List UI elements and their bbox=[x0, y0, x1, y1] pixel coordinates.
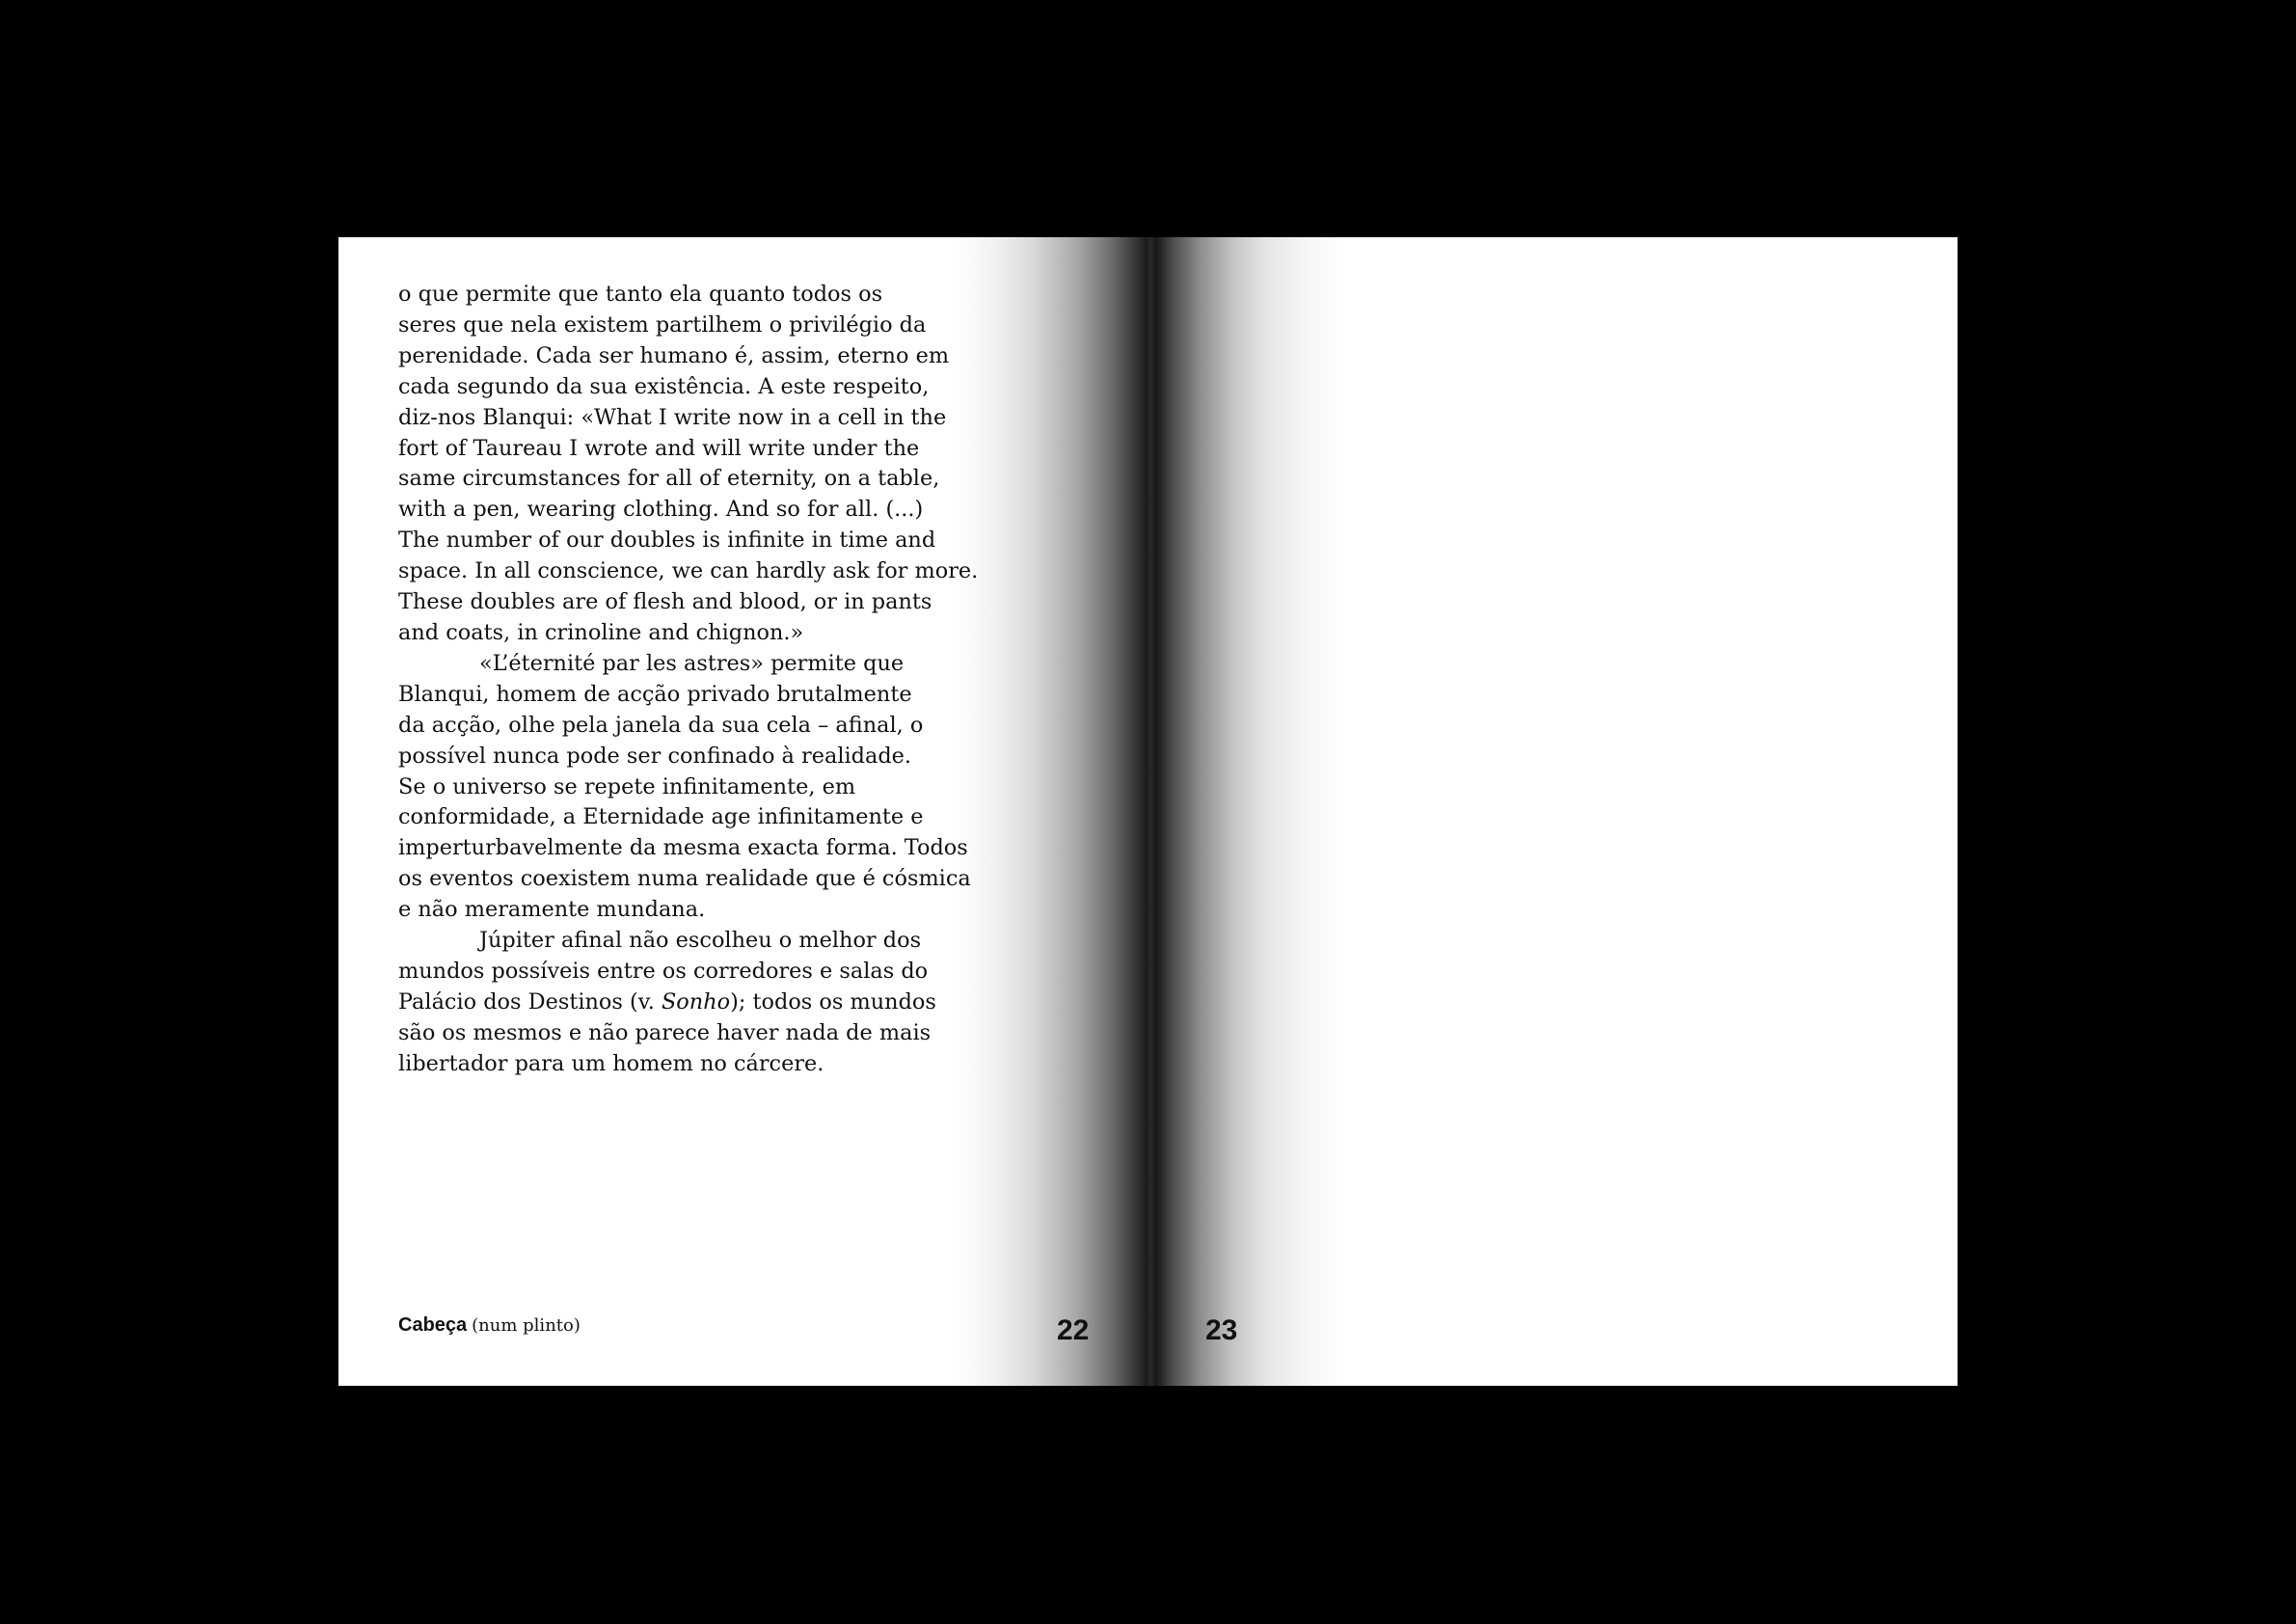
paragraph-3 bbox=[398, 926, 1015, 1080]
left-page bbox=[338, 237, 1150, 1386]
text-line: libertador para um homem no cárcere. bbox=[398, 1050, 824, 1076]
text-line: Se o universo se repete infinitamente, em bbox=[398, 773, 856, 799]
text-line: imperturbavelmente da mesma exacta forma. Todos bbox=[398, 835, 968, 861]
text-line: Blanqui, homem de acção privado brutalmente bbox=[398, 681, 912, 707]
italic-reference: Sonho bbox=[661, 988, 731, 1015]
paragraph-1 bbox=[398, 280, 1015, 649]
text-line: o que permite que tanto ela quanto todos os bbox=[398, 282, 883, 307]
text-line: são os mesmos e não parece haver nada de mais bbox=[398, 1019, 932, 1045]
page-number-right: 23 bbox=[1205, 1314, 1238, 1346]
text-line: same circumstances for all of eternity, on a table, bbox=[398, 466, 940, 492]
running-footer-title bbox=[398, 1314, 581, 1337]
text-line: Júpiter afinal não escolheu o melhor dos bbox=[479, 928, 922, 954]
page-body-text bbox=[398, 280, 1015, 1080]
text-line: os eventos coexistem numa realidade que é cósmica bbox=[398, 866, 971, 892]
book-subtitle: (num plinto) bbox=[472, 1315, 581, 1336]
text-line: fort of Taureau I wrote and will write under the bbox=[398, 435, 920, 461]
paragraph-2 bbox=[398, 649, 1015, 926]
book-title: Cabeça bbox=[398, 1314, 468, 1336]
text-line: da acção, olhe pela janela da sua cela – afinal, o bbox=[398, 712, 924, 738]
text-line: conformidade, a Eternidade age infinitamente e bbox=[398, 804, 924, 830]
book-spread bbox=[338, 237, 1958, 1386]
text-line-part: Palácio dos Destinos (v. bbox=[398, 988, 662, 1015]
text-line: with a pen, wearing clothing. And so for all. (...) bbox=[398, 497, 924, 523]
text-line: space. In all conscience, we can hardly ask for more. bbox=[398, 558, 979, 584]
text-line: seres que nela existem partilhem o privilégio da bbox=[398, 311, 927, 338]
text-line: diz-nos Blanqui: «What I write now in a cell in the bbox=[398, 404, 947, 430]
text-line: mundos possíveis entre os corredores e salas do bbox=[398, 958, 929, 984]
text-line-part: ); todos os mundos bbox=[730, 988, 936, 1015]
text-line: possível nunca pode ser confinado à realidade. bbox=[398, 743, 912, 769]
page-number-left: 22 bbox=[1057, 1314, 1090, 1346]
text-line: perenidade. Cada ser humano é, assim, eterno em bbox=[398, 342, 950, 368]
text-line: «L’éternité par les astres» permite que bbox=[479, 650, 905, 676]
text-line: e não meramente mundana. bbox=[398, 897, 706, 923]
text-line: and coats, in crinoline and chignon.» bbox=[398, 619, 804, 645]
text-line: The number of our doubles is infinite in time and bbox=[398, 528, 936, 554]
right-page bbox=[1150, 237, 1958, 1386]
text-line: cada segundo da sua existência. A este respeito, bbox=[398, 373, 930, 399]
text-line: These doubles are of flesh and blood, or in pants bbox=[398, 589, 932, 615]
